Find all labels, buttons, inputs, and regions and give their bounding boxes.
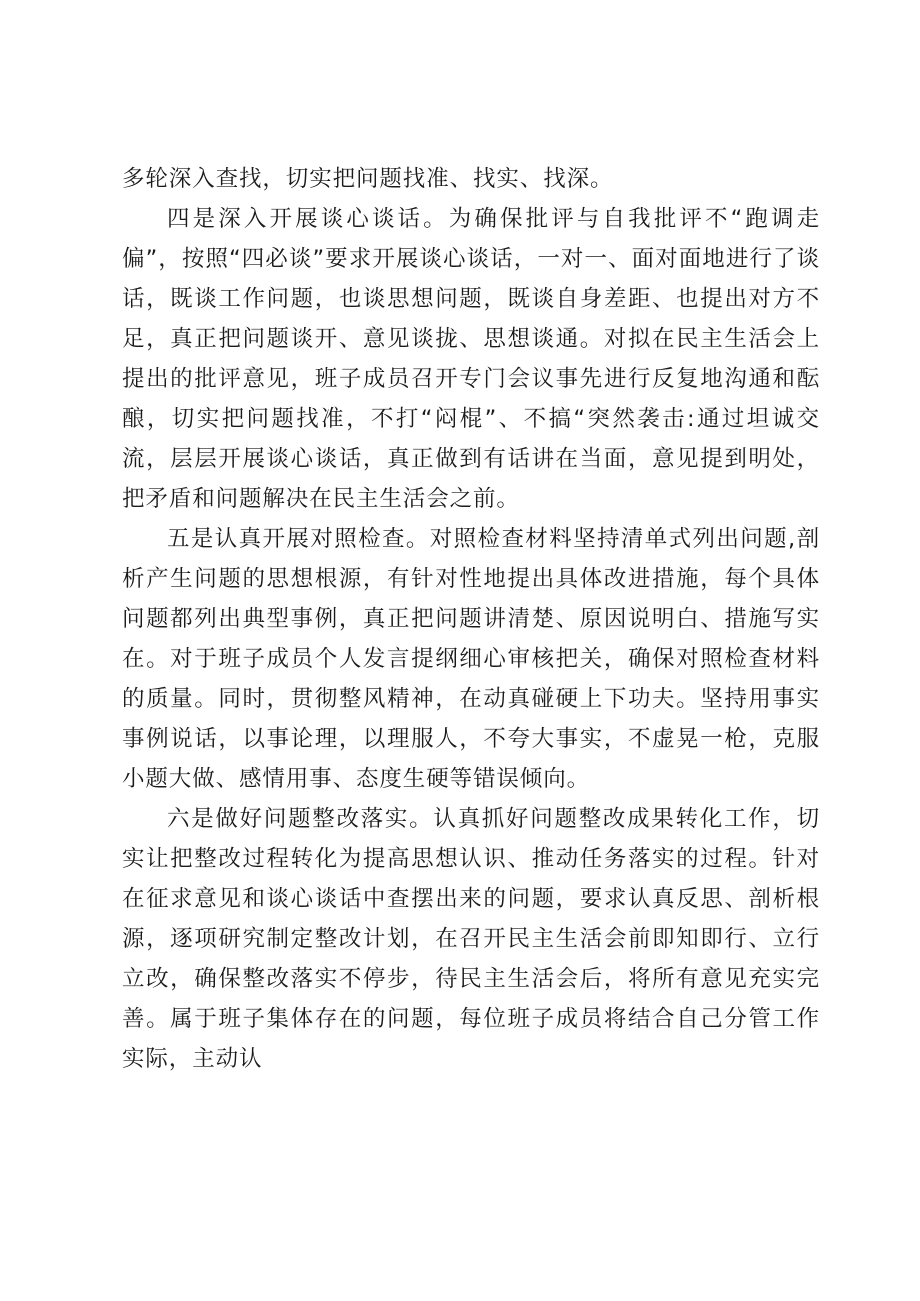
paragraph-talk-heart-to-heart: 四是深入开展谈心谈话。为确保批评与自我批评不“跑调走偏”，按照“四必谈”要求开展谈心谈话，一对一、面对面地进行了谈话，既谈工作问题，也谈思想问题，既谈自身差距、也提出对方不足，真正把问题谈开、意见谈拢、思想谈通。对拟在民主生活会上提出的批评意见，班子成员召开专门会议事先进行反复地沟通和酝酿，切实把问题找准，不打“闷棍”、不搞“突然袭击:通过坦诚交流，层层开展谈心谈话，真正做到有话讲在当面，意见提到明处，把矛盾和问题解决在民主生活会之前。	[122, 206, 820, 512]
paragraph-self-examination: 五是认真开展对照检查。对照检查材料坚持清单式列出问题,剖析产生问题的思想根源，有针对性地提出具体改进措施，每个具体问题都列出典型事例，真正把问题讲清楚、原因说明白、措施写实在。对于班子成员个人发言提纲细心审核把关，确保对照检查材料的质量。同时，贯彻整风精神，在动真碰硬上下功夫。坚持用事实事例说话，以事论理，以理服人，不夸大事实，不虚晃一枪，克服小题大做、感情用事、态度生硬等错误倾向。	[122, 526, 820, 792]
document-body	[122, 159, 820, 1079]
paragraph-continuation: 多轮深入查找，切实把问题找准、找实、找深。	[122, 166, 614, 192]
paragraph-rectification: 六是做好问题整改落实。认真抓好问题整改成果转化工作，切实让把整改过程转化为提高思想认识、推动任务落实的过程。针对在征求意见和谈心谈话中查摆出来的问题，要求认真反思、剖析根源，逐项研究制定整改计划，在召开民主生活会前即知即行、立行立改，确保整改落实不停步，待民主生活会后，将所有意见充实完善。属于班子集体存在的问题，每位班子成员将结合自己分管工作实际，主动认	[122, 806, 820, 1072]
